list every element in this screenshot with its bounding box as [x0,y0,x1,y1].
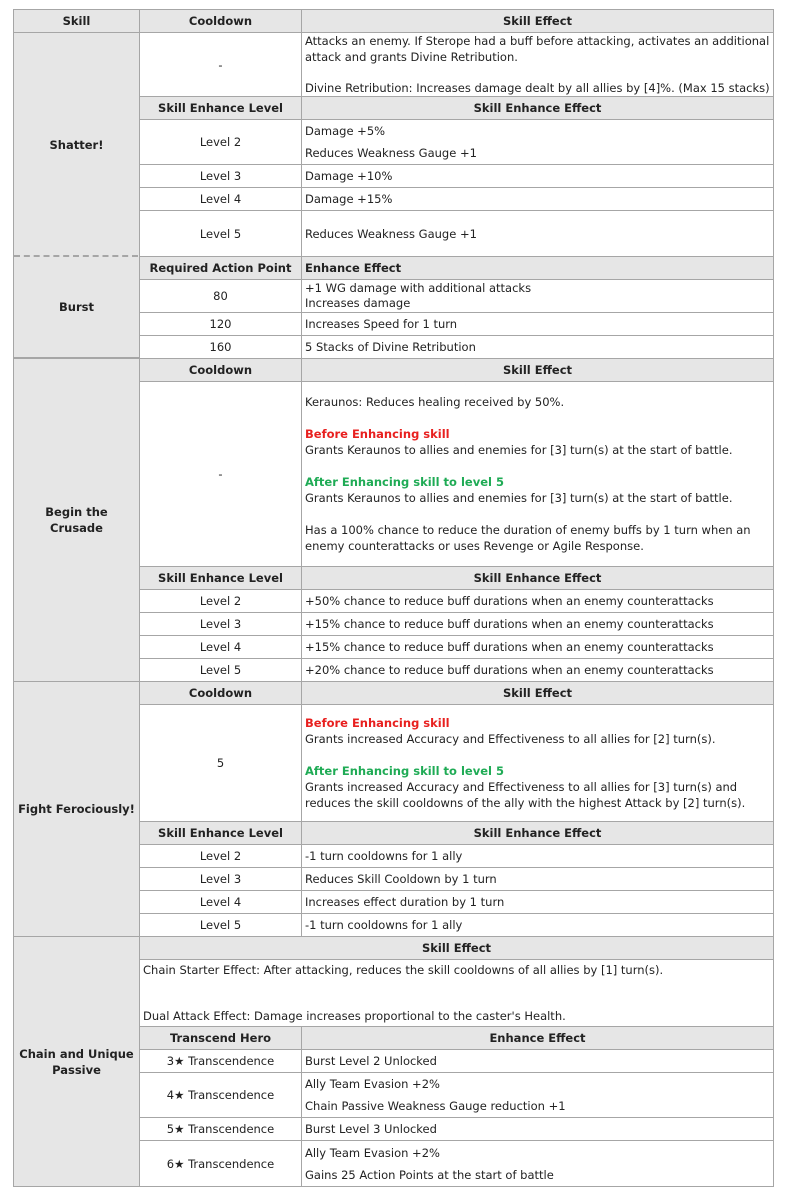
transcend-5-star: 5★ Transcendence [139,1117,302,1141]
effect-line: Damage +5% [305,124,386,138]
shatter-enhance-effect-header: Skill Enhance Effect [301,96,774,120]
header-cooldown: Cooldown [139,9,302,33]
fight-effect-header: Skill Effect [301,681,774,705]
burst-160-effect: 5 Stacks of Divine Retribution [301,335,774,359]
transcend-3-star: 3★ Transcendence [139,1049,302,1073]
burst-ap-header: Required Action Point [139,256,302,280]
shatter-level-4-effect: Damage +15% [301,187,774,211]
after-enhancing-label: After Enhancing skill to level 5 [305,475,504,489]
crusade-level-4-effect: +15% chance to reduce buff durations when an enemy counterattacks [301,635,774,659]
extra-effect-text: Has a 100% chance to reduce the duration of enemy buffs by 1 turn when an enemy counterattacks or uses Revenge or Agile Response. [305,523,751,553]
fight-level-5-effect: -1 turn cooldowns for 1 ally [301,913,774,937]
fight-cooldown: 5 [139,704,302,822]
effect-line: Ally Team Evasion +2% [305,1145,440,1160]
crusade-effect-header: Skill Effect [301,358,774,382]
skill-name-fight-ferociously: Fight Ferociously! [13,681,140,937]
transcend-4-star: 4★ Transcendence [139,1072,302,1118]
skill-name-chain-and-unique-passive: Chain and Unique Passive [13,936,140,1187]
section-divider [14,255,138,257]
burst-effect-header: Enhance Effect [301,256,774,280]
fight-level-2-effect: -1 turn cooldowns for 1 ally [301,844,774,868]
fight-level-3: Level 3 [139,867,302,891]
transcend-5-effect: Burst Level 3 Unlocked [301,1117,774,1141]
crusade-level-5: Level 5 [139,658,302,682]
header-skill-effect: Skill Effect [301,9,774,33]
after-enhancing-label: After Enhancing skill to level 5 [305,764,504,778]
crusade-enhance-effect-header: Skill Enhance Effect [301,566,774,590]
effect-line: Reduces Weakness Gauge +1 [305,146,477,160]
crusade-level-3: Level 3 [139,612,302,636]
header-skill: Skill [13,9,140,33]
shatter-level-4: Level 4 [139,187,302,211]
transcend-3-effect: Burst Level 2 Unlocked [301,1049,774,1073]
effect-line: Increases damage [305,296,411,310]
after-enhancing-text: Grants Keraunos to allies and enemies for [3] turn(s) at the start of battle. [305,491,733,505]
burst-ap-120: 120 [139,312,302,336]
burst-ap-80: 80 [139,279,302,313]
crusade-level-5-effect: +20% chance to reduce buff durations when an enemy counterattacks [301,658,774,682]
crusade-level-3-effect: +15% chance to reduce buff durations when an enemy counterattacks [301,612,774,636]
shatter-skill-effect [301,32,774,97]
shatter-effect-text: Attacks an enemy. If Sterope had a buff before attacking, activates an additional attack and grants Divine Retribution. [305,34,770,64]
before-enhancing-label: Before Enhancing skill [305,427,450,441]
fight-enhance-level-header: Skill Enhance Level [139,821,302,845]
fight-level-3-effect: Reduces Skill Cooldown by 1 turn [301,867,774,891]
fight-skill-effect [301,704,774,822]
skill-name-burst: Burst [13,256,140,358]
effect-line: Gains 25 Action Points at the start of battle [305,1167,554,1182]
shatter-cooldown: - [139,32,302,97]
crusade-enhance-level-header: Skill Enhance Level [139,566,302,590]
crusade-cooldown: - [139,381,302,567]
transcend-enhance-header: Enhance Effect [301,1026,774,1050]
before-enhancing-text: Grants Keraunos to allies and enemies for [3] turn(s) at the start of battle. [305,443,733,457]
burst-ap-160: 160 [139,335,302,359]
crusade-level-4: Level 4 [139,635,302,659]
keraunos-text: Keraunos: Reduces healing received by 50%. [305,395,565,409]
before-enhancing-text: Grants increased Accuracy and Effectiveness to all allies for [2] turn(s). [305,732,716,746]
transcend-6-effect [301,1140,774,1187]
shatter-level-5: Level 5 [139,210,302,257]
burst-120-effect: Increases Speed for 1 turn [301,312,774,336]
fight-level-4: Level 4 [139,890,302,914]
effect-line: Chain Passive Weakness Gauge reduction +1 [305,1099,566,1113]
shatter-divine-retribution-text: Divine Retribution: Increases damage dealt by all allies by [4]%. (Max 15 stacks) [305,81,770,95]
shatter-level-5-effect: Reduces Weakness Gauge +1 [301,210,774,257]
effect-line: +1 WG damage with additional attacks [305,281,532,295]
crusade-cooldown-header: Cooldown [139,358,302,382]
chain-effect-header: Skill Effect [139,936,774,960]
crusade-level-2-effect: +50% chance to reduce buff durations when an enemy counterattacks [301,589,774,613]
shatter-enhance-level-header: Skill Enhance Level [139,96,302,120]
fight-enhance-effect-header: Skill Enhance Effect [301,821,774,845]
crusade-skill-effect [301,381,774,567]
burst-80-effect [301,279,774,313]
fight-level-5: Level 5 [139,913,302,937]
crusade-level-2: Level 2 [139,589,302,613]
shatter-level-3: Level 3 [139,164,302,188]
skill-name-begin-the-crusade: Begin the Crusade [13,358,140,682]
after-enhancing-text: Grants increased Accuracy and Effectiveness to all allies for [3] turn(s) and reduces the skill cooldowns of the ally with the highest Attack by [2] turn(s). [305,780,746,810]
fight-cooldown-header: Cooldown [139,681,302,705]
shatter-level-3-effect: Damage +10% [301,164,774,188]
effect-line: Ally Team Evasion +2% [305,1077,440,1091]
fight-level-4-effect: Increases effect duration by 1 turn [301,890,774,914]
fight-level-2: Level 2 [139,844,302,868]
transcend-hero-header: Transcend Hero [139,1026,302,1050]
shatter-level-2: Level 2 [139,119,302,165]
chain-starter-text: Chain Starter Effect: After attacking, reduces the skill cooldowns of all allies by [1] turn(s). [143,963,664,977]
transcend-6-star: 6★ Transcendence [139,1140,302,1187]
dual-attack-text: Dual Attack Effect: Damage increases proportional to the caster's Health. [143,1009,566,1023]
transcend-4-effect [301,1072,774,1118]
before-enhancing-label: Before Enhancing skill [305,716,450,730]
skill-name-shatter: Shatter! [13,32,140,257]
shatter-level-2-effect [301,119,774,165]
chain-skill-effect [139,959,774,1027]
